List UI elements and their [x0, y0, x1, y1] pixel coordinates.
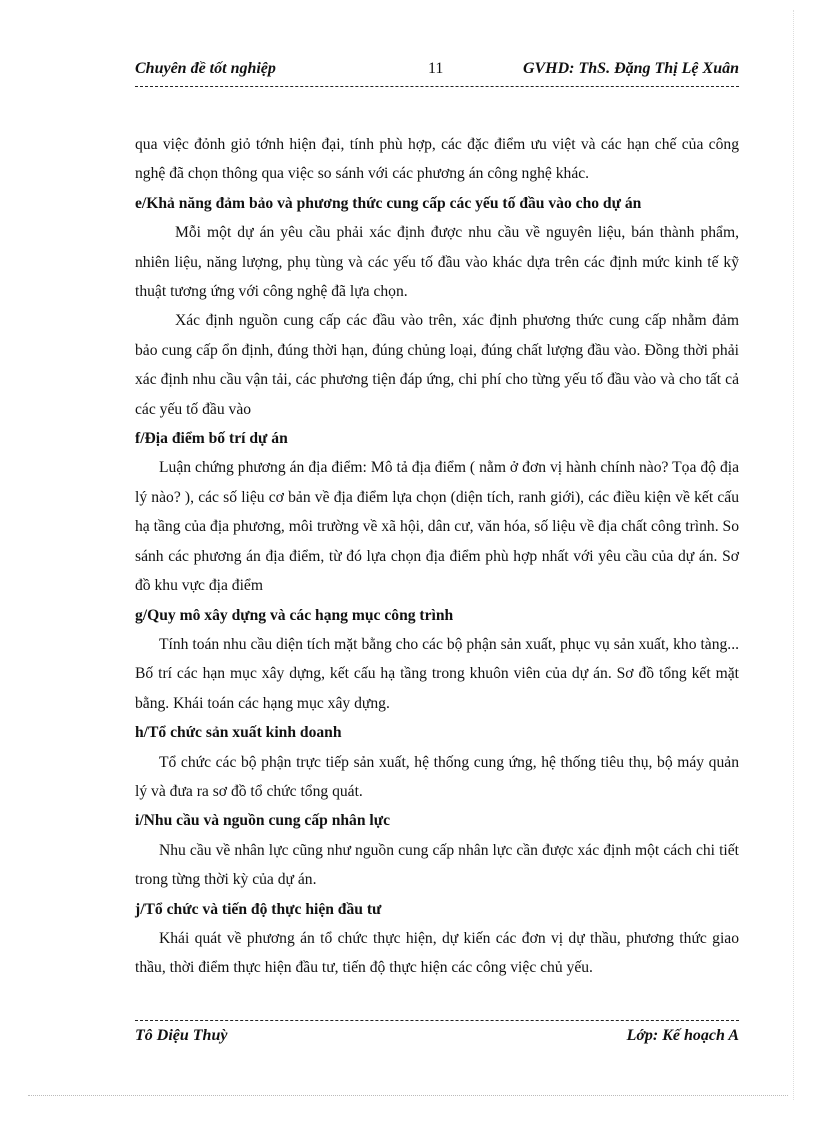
class-name: Lớp: Kế hoạch A: [626, 1027, 739, 1044]
paragraph-f: Luận chứng phương án địa điểm: Mô tả địa điểm ( nằm ở đơn vị hành chính nào? Tọa độ địa lý nào? ), các số liệu cơ bản về địa điểm lựa chọn (diện tích, ranh giới), các điều kiện về kết cấu hạ tầng của địa phương, môi trường về xã hội, dân cư, văn hóa, số liệu về địa chất công trình. So sánh các phương án địa điểm, từ đó lựa chọn địa điểm phù hợp nhất với yêu cầu của dự án. Sơ đồ khu vực địa điểm: [135, 459, 739, 595]
paragraph-e-1: Mỗi một dự án yêu cầu phải xác định được nhu cầu về nguyên liệu, bán thành phẩm, nhiên liệu, năng lượng, phụ tùng và các yếu tố đầu vào khác dựa trên các định mức kinh tế kỹ thuật tương ứng với công nghệ đã lựa chọn.: [135, 224, 739, 301]
page-number: 11: [428, 60, 444, 77]
section-heading-g: g/Quy mô xây dựng và các hạng mục công trình: [135, 606, 454, 624]
paragraph-e-2: Xác định nguồn cung cấp các đầu vào trên, xác định phương thức cung cấp nhằm đảm bảo cung cấp ổn định, đúng thời hạn, đúng chủng loại, đúng chất lượng đầu vào. Đồng thời phải xác định nhu cầu vận tải, các phương tiện đáp ứng, chi phí cho từng yếu tố đầu vào và cho tất cả các yếu tố đầu vào: [135, 312, 739, 418]
header-divider: [135, 86, 739, 87]
document-body: [135, 130, 739, 983]
paragraph-h: Tổ chức các bộ phận trực tiếp sản xuất, hệ thống cung ứng, hệ thống tiêu thụ, bộ máy quản lý và đưa ra sơ đồ tổ chức tổng quát.: [135, 753, 739, 800]
paragraph-intro: qua việc đỏnh giỏ tớnh hiện đại, tính phù hợp, các đặc điểm ưu việt và các hạn chế của công nghệ đã chọn thông qua việc so sánh với các phương án công nghệ khác.: [135, 136, 739, 183]
page-bottom-edge: [28, 1095, 788, 1096]
section-heading-i: i/Nhu cầu và nguồn cung cấp nhân lực: [135, 812, 391, 830]
section-heading-h: h/Tổ chức sản xuất kinh doanh: [135, 724, 342, 742]
thesis-title: Chuyên đề tốt nghiệp: [135, 60, 276, 77]
page-header: [135, 60, 739, 84]
paragraph-j: Khái quát về phương án tổ chức thực hiện, dự kiến các đơn vị dự thầu, phương thức giao thầu, thời điểm thực hiện đầu tư, tiến độ thực hiện các công việc chủ yếu.: [135, 929, 739, 977]
section-heading-j: j/Tổ chức và tiến độ thực hiện đầu tư: [135, 900, 382, 918]
section-heading-f: f/Địa điểm bố trí dự án: [135, 430, 288, 448]
paragraph-g: Tính toán nhu cầu diện tích mặt bằng cho các bộ phận sản xuất, phục vụ sản xuất, kho tàng... Bố trí các hạn mục xây dựng, kết cấu hạ tầng trong khuôn viên của dự án. Sơ đồ tổng kết mặt bằng. Khái toán các hạng mục xây dựng.: [135, 635, 739, 712]
supervisor: GVHD: ThS. Đặng Thị Lệ Xuân: [522, 60, 739, 77]
page-footer: [135, 1027, 739, 1051]
page-right-edge: [793, 10, 794, 1100]
section-heading-e: e/Khả năng đảm bảo và phương thức cung cấp các yếu tố đầu vào cho dự án: [135, 194, 642, 212]
footer-divider: [135, 1020, 739, 1021]
paragraph-i: Nhu cầu về nhân lực cũng như nguồn cung cấp nhân lực cần được xác định một cách chi tiết trong từng thời kỳ của dự án.: [135, 841, 739, 889]
author-name: Tô Diệu Thuỳ: [135, 1027, 228, 1044]
